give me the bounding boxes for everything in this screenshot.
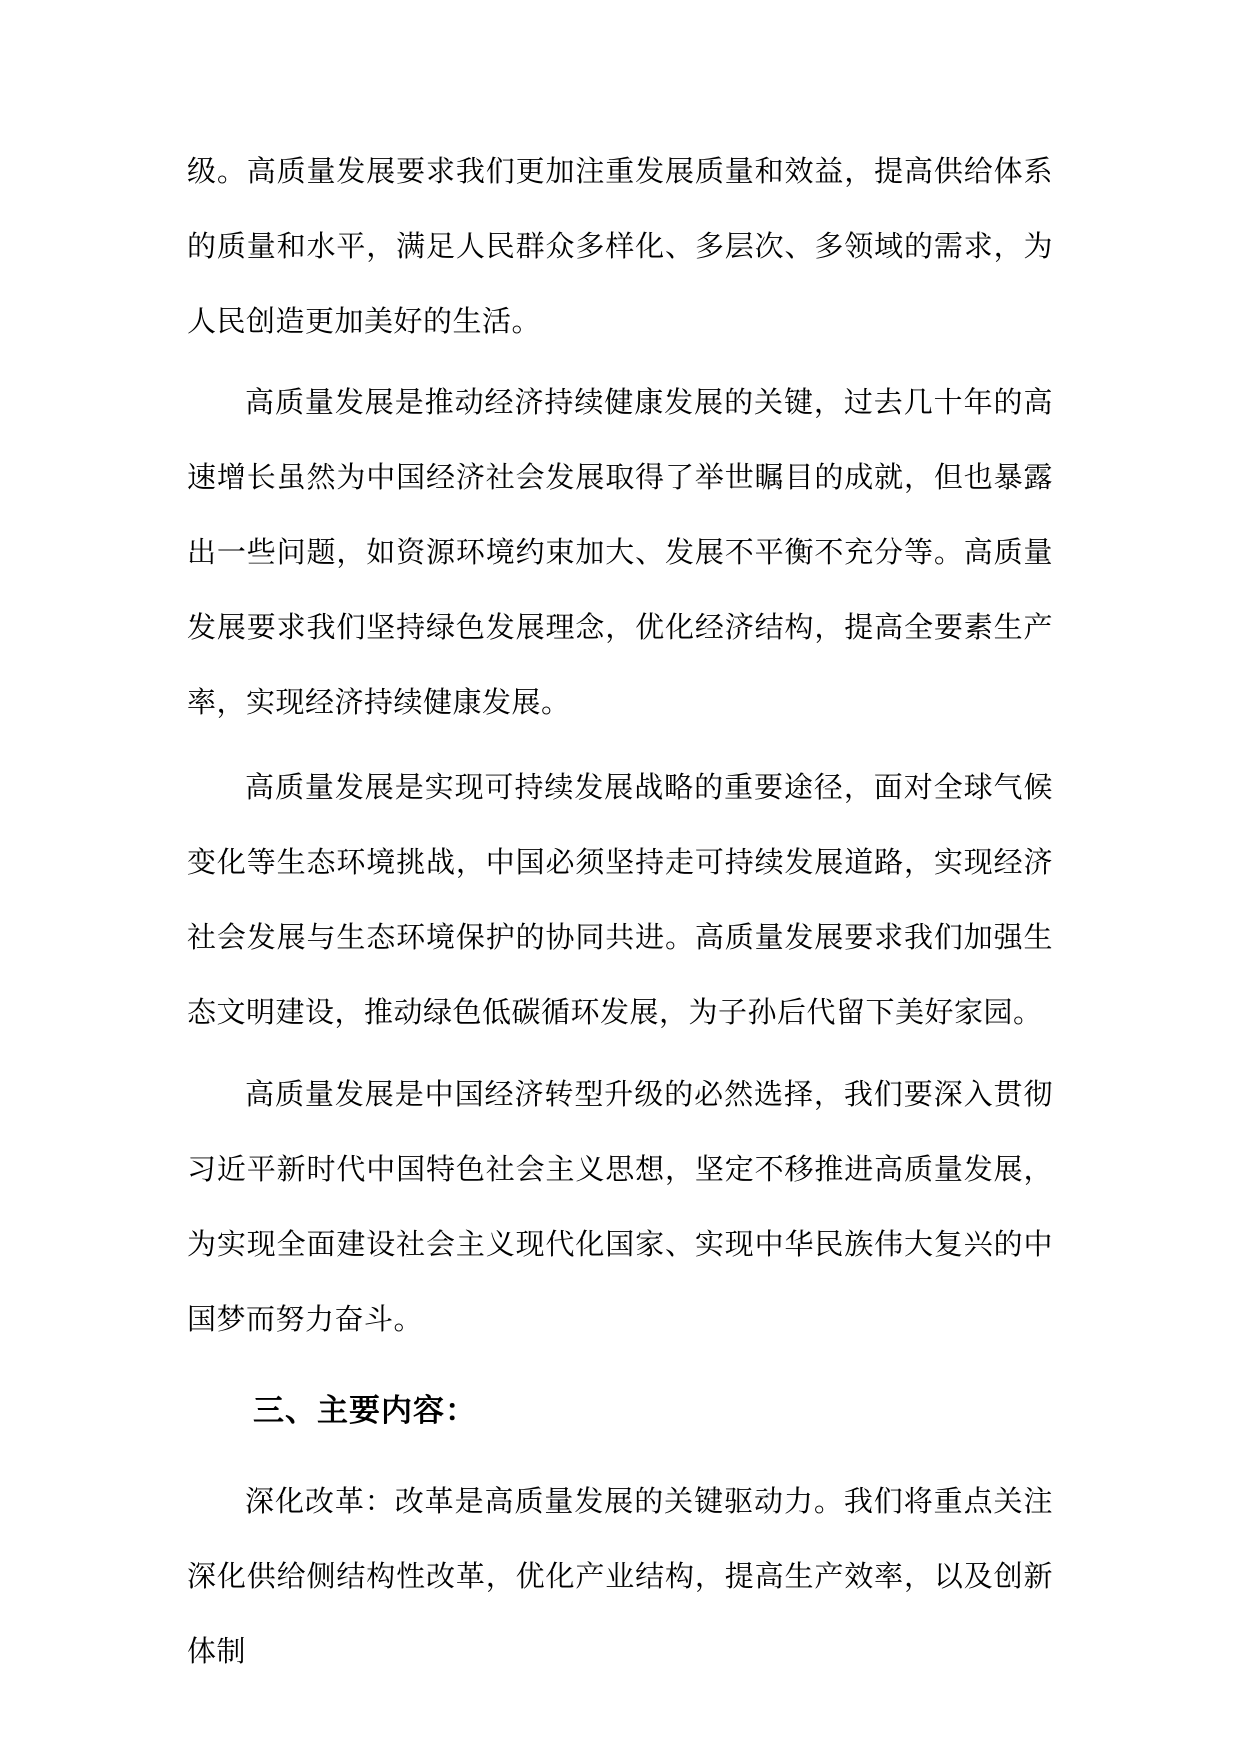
- document-page: [187, 0, 1053, 1754]
- paragraph-economic-growth: 高质量发展是推动经济持续健康发展的关键，过去几十年的高速增长虽然为中国经济社会发展取得了举世瞩目的成就，但也暴露出一些问题，如资源环境约束加大、发展不平衡不充分等。高质量发展要求我们坚持绿色发展理念，优化经济结构，提高全要素生产率，实现经济持续健康发展。: [187, 385, 1053, 719]
- paragraph-sustainable-development: 高质量发展是实现可持续发展战略的重要途径，面对全球气候变化等生态环境挑战，中国必须坚持走可持续发展道路，实现经济社会发展与生态环境保护的协同共进。高质量发展要求我们加强生态文明建设，推动绿色低碳循环发展，为子孙后代留下美好家园。: [187, 770, 1053, 1029]
- paragraph-continuation: 级。高质量发展要求我们更加注重发展质量和效益，提高供给体系的质量和水平，满足人民群众多样化、多层次、多领域的需求，为人民创造更加美好的生活。: [187, 154, 1053, 338]
- paragraph-deepen-reform: 深化改革：改革是高质量发展的关键驱动力。我们将重点关注深化供给侧结构性改革，优化产业结构，提高生产效率，以及创新体制: [187, 1484, 1053, 1668]
- paragraph-transformation: 高质量发展是中国经济转型升级的必然选择，我们要深入贯彻习近平新时代中国特色社会主义思想，坚定不移推进高质量发展，为实现全面建设社会主义现代化国家、实现中华民族伟大复兴的中国梦而努力奋斗。: [187, 1077, 1053, 1336]
- section-heading: 三、主要内容：: [253, 1393, 477, 1429]
